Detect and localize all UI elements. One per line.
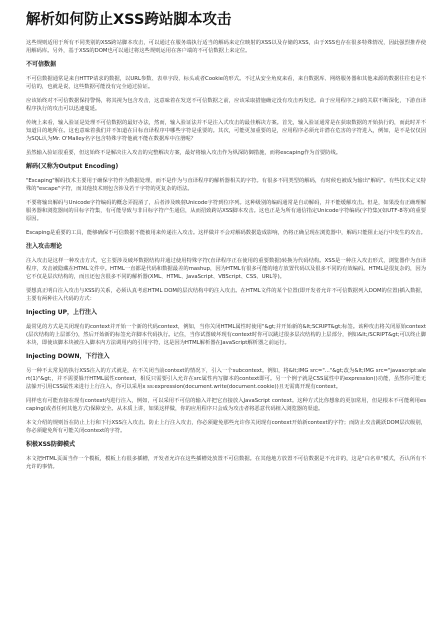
paragraph: 不可信数据通常是来自HTTP请求的数据，以URL参数、表单字段、标头或者Cookie的形式。不过从安全角度来看，来自数据库、网络服务器和其他来源的数据往往也是不可信的，也就是说，这些数据可能没有完全通过验证。 (26, 76, 426, 90)
paragraph: 应该始终对不可信数据保持警惕，将其视为包含攻击，这意味着在发送不可信数据之前，应该采取措施确定没有攻击再发送。由于应用程序之间的关联不断深化，下游直译程序执行的攻击可以迅速蔓延。 (26, 98, 426, 112)
paragraph: 本文介绍的规则旨在防止上行和下行XSS注入攻击。防止上行注入攻击，你必须避免那些允许你关闭现有context开始新context的字符；而防止攻击跳跃DOM层次级别，你必须避免所有可能关闭context的字符。 (26, 420, 426, 434)
article-body (26, 39, 426, 471)
paragraph: Escaping是重要的工具，能够确保不可信数据不能被用来传递注入攻击。这样做并不会对解码数据造成影响，仍将正确呈现在浏览器中，解码只能阻止运行中发生的攻击。 (26, 230, 426, 236)
paragraph: 同样也有可能直接在现有context内进行注入，例如，可以采用不可信的输入并把它直接放入JavaScript context。这种方式比你想象的更加常用，但是根本不可能利用escaping(或者任何其他方式)保障安全。从本质上讲，如果这样做，你的应用程序只会成为攻击者将恶意代码植入浏览器的渠道。 (26, 398, 426, 412)
paragraph: "Escaping"解码技术主要用于确保字符作为数据处理，而不是作为与直译程序的解析器相关的字符。有很多不同类型的解码，有时候也被成为输出"解码"。有些技术定义特殊的"escape"字符，而其他技术则包含涉及若干字符的更复杂的语法。 (26, 178, 426, 192)
paragraph: 注入攻击是这样一种攻击方式，它主要涉及破坏数据结构并通过使用特殊字符(直译程序正在使用的重要数据)转换为代码结构。XSS是一种注入攻击形式，浏览器作为直译程序，攻击被隐藏在HTML文件中。HTML一直都是代码和数据最差的mashup，因为HTML有很多可能的地方放置代码以及很多不同的有效编码。HTML是很复杂的，因为它不仅是层次结构的，而且还包含很多不同的解析器(XML、HTML、JavaScript、VBScript、CSS、URL等)。 (26, 258, 426, 280)
paragraph: 不要将输出解码与Unicode字符编码的概念弄混淆了，后者涉及映射Unicode字符到位序列。这种级别的编码通常是自动解码，并不能缓解攻击。但是，如果没有正确理解服务器和浏览器间的目标字符集，有可能导致与非目标字符产生通信，从而招致跨站XSS脚本攻击。这也正是为所有通信指定Unicode字符编码(字符集)(如UTF-8等)的重要原因。 (26, 200, 426, 222)
paragraph: 本文把HTML页面当作一个模板，模板上有很多插槽，开发者允许在这些插槽处放置不可信数据。在其他地方放置不可信数据是不允许的，这是"白名单"模式，否认所有不允许的事情。 (26, 456, 426, 470)
section-heading: 不可信数据 (26, 61, 57, 68)
section-heading: 解码(又称为Output Encoding) (26, 163, 119, 170)
paragraph: 这些规则适用于所有不同类别的XSS跨站脚本攻击，可以通过在服务端执行适当的解码来定位映射的XSS以及存储的XSS，由于XSS也存在很多特殊情况，因此强烈推荐使用解码库。另外，基于XSS的DOM也可以通过将这些规则运用在客户端的不可信数据上来定位。 (26, 40, 426, 54)
paragraph: 另一种不太常见的执行XSS注入的方式就是，在不关闭当前context的情况下，引入一个subcontext。例如，将&lt;IMG src="..."&gt;改为&lt;IMG src="javascript:alert(1)"&gt;，并不需要躲开HTML属性context，相反只需要引入允许在src属性内写脚本的context即可。另一个例子就是CSS属性中的expression()功能，虽然你可能无法躲开引用CSS属性来进行上行注入，你可以采用x ss:expression(document.write(document.cookie))且无需离开现有context。 (26, 368, 426, 390)
article-title: 解析如何防止XSS跨站脚本攻击 (26, 12, 232, 28)
section-heading: Injecting UP，上行注入 (26, 309, 98, 316)
paragraph: 最常见的方式是关闭现有的context并开始一个新的代码context，例如，当你关闭HTML属性时使用"&gt;并开始新的&lt;SCRIPT&gt;标签。该种攻击将关闭原始context(层次结构的上层部分)，然后开始新的标签允许脚本代码执行。记住，当你试图破坏现有context时你可以跳过很多层次结构的上层部分，例如&lt;/SCRIPT&gt;可以终止脚本块，即使该脚本块被注入脚本内方法调用内的引用字符，这是因为HTML解析器在JavaScript解析器之前运行。 (26, 324, 426, 346)
paragraph: 要想真正明白注入攻击与XSS的关系，必须认真考虑HTML DOM的层次结构中的注入攻击。在HTML文件的某个位置(即开发者允许不可信数据列入DOM的位置)插入数据，主要有两种注入代码的方式： (26, 288, 426, 302)
section-heading: 积极XSS防御模式 (26, 441, 75, 448)
section-heading: 注入攻击理论 (26, 243, 63, 250)
paragraph: 虽然输入验证很重要，但这始终不是解决注入攻击的完整解决方案，最好将输入攻击作为纵深防御措施，而将escaping作为首要防线。 (26, 150, 342, 156)
section-heading: Injecting DOWN，下行注入 (26, 353, 110, 360)
paragraph: 传统上来看，输入验证是处理不可信数据的最好办法，然而，输入验证法并不是注入式攻击的最佳解决方案。首先，输入验证通常是在获取数据的开始执行的，而此时并不知道目的地所在。这也意味着我们并不知道在目标直译程序中哪些字符是重要的。其次，可能更加重要的是，应用程序必须允许潜在危害的字符进入，例如，是不是仅仅因为SQL认为Mr. O'Malley名字包含特殊字符他就不能在数据库中注册呢？ (26, 120, 426, 142)
